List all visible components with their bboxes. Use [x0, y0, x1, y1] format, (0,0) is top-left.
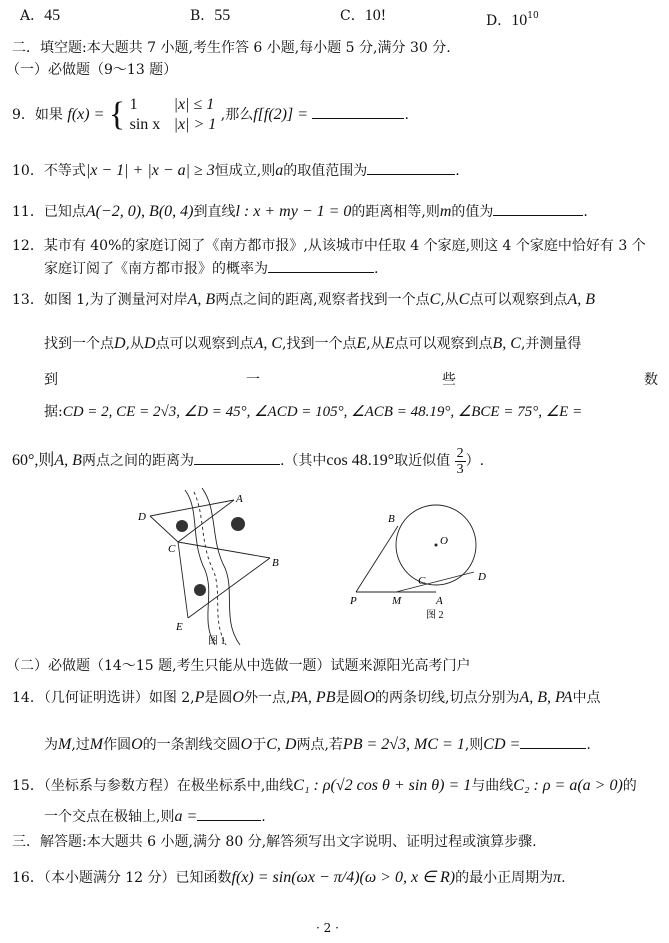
- question-11: 11．已知点A(−2, 0), B(0, 4)到直线l : x + my − 1 = 0的距离相等,则m的值为 .: [12, 203, 588, 220]
- question-15-line-2: 一个交点在极轴上,则a = .: [44, 808, 266, 825]
- page-number: · 2 ·: [316, 921, 339, 935]
- question-12-line-2: 家庭订阅了《南方都市报》的概率为 .: [44, 258, 378, 279]
- river-bank-left: [185, 490, 215, 645]
- figure-2: [348, 500, 498, 630]
- tangent-PB: [356, 526, 398, 592]
- line-DC: [150, 516, 178, 542]
- answer-blank[interactable]: [367, 160, 455, 175]
- piecewise-cases: 1 |x| ≤ 1 sin x |x| > 1: [129, 96, 217, 133]
- question-16: 16．（本小题满分 12 分）已知函数f(x) = sin(ωx − π/4)(ω > 0, x ∈ R)的最小正周期为π.: [12, 869, 566, 886]
- center-point: [435, 544, 438, 547]
- line-CE: [178, 542, 188, 618]
- answer-blank[interactable]: [520, 734, 586, 749]
- question-13-line-4: 据:CD = 2, CE = 2√3, ∠D = 45°, ∠ACD = 105°, ∠ACB = 48.19°, ∠BCE = 75°, ∠E =: [44, 404, 583, 420]
- fig2-caption: 图 2: [426, 610, 444, 621]
- answer-blank[interactable]: [493, 201, 583, 216]
- line-CB: [178, 542, 270, 558]
- question-13-line-2: 找到一个点D,从D点可以观察到点A, C,找到一个点E,从E点可以观察到点B, C,并测量得: [44, 335, 582, 352]
- fig1-label-E: E: [176, 621, 183, 633]
- required-subsection-heading: （一）必做题（9～13 题）: [6, 62, 178, 78]
- fig1-caption: 图 1: [208, 636, 226, 647]
- fig2-label-A: A: [436, 595, 443, 607]
- fig1-label-D: D: [138, 511, 146, 523]
- figure-1: [130, 480, 300, 650]
- river-flow: [194, 492, 226, 645]
- fig2-label-C: C: [418, 575, 426, 587]
- fraction: $\frac{2}{3}$: [456, 445, 464, 477]
- fig2-label-O: O: [440, 535, 448, 547]
- question-14-line-1: 14．（几何证明选讲）如图 2,P是圆O外一点,PA, PB是圆O的两条切线,切点分别为A, B, PA中点: [12, 689, 601, 706]
- secant-MD: [396, 572, 474, 592]
- answer-blank[interactable]: [197, 806, 261, 821]
- answer-blank[interactable]: [194, 450, 280, 465]
- fig2-label-B: B: [388, 513, 395, 525]
- question-15-line-1: 15．（坐标系与参数方程）在极坐标系中,曲线C₁ : ρ(√2 cos θ + sin θ) = 1与曲线C₂ : ρ = a(a > 0)的: [12, 777, 637, 794]
- question-9: 9．如果 f(x) = { 1 |x| ≤ 1 sin x |x| > 1 ,那么f[f(2)] = .: [12, 96, 409, 133]
- line-DA: [150, 500, 234, 516]
- question-12-line-1: 12．某市有 40%的家庭订阅了《南方都市报》,从该城市中任取 4 个家庭,则这 4 个家庭中恰好有 3 个: [12, 238, 646, 254]
- fig1-label-A: A: [236, 493, 243, 505]
- option-d: D．$10^{10}$: [486, 11, 539, 29]
- option-b: B．55: [190, 7, 231, 24]
- tree-icon: [176, 520, 188, 532]
- fig1-label-B: B: [272, 557, 279, 569]
- section-2-heading: 二．填空题:本大题共 7 小题,考生作答 6 小题,每小题 5 分,满分 30 分.: [12, 40, 451, 56]
- option-a: A．45: [20, 7, 61, 24]
- question-13-line-1: 13．如图 1,为了测量河对岸A, B两点之间的距离,观察者找到一个点C,从C点可以观察到点A, B: [12, 291, 595, 308]
- section-3-heading: 三．解答题:本大题共 6 小题,满分 80 分,解答须写出文字说明、证明过程或演算步骤.: [12, 834, 537, 850]
- option-c: C．10!: [340, 7, 387, 24]
- answer-blank[interactable]: [268, 258, 374, 273]
- tree-icon: [194, 584, 206, 596]
- answer-blank[interactable]: [312, 104, 404, 119]
- tree-icon: [231, 517, 245, 531]
- question-14-line-2: 为M,过M作圆O的一条割线交圆O于C, D两点,若PB = 2√3, MC = 1,则CD = .: [44, 736, 591, 753]
- optional-subsection-heading: （二）必做题（14～15 题,考生只能从中选做一题）试题来源阳光高考门户: [6, 658, 471, 674]
- fig2-label-D: D: [478, 571, 486, 583]
- fig2-label-P: P: [350, 595, 357, 607]
- fig2-label-M: M: [392, 595, 402, 607]
- fig1-label-C: C: [168, 543, 176, 555]
- line-CA: [178, 500, 234, 542]
- question-13-line-5: 60°,则A, B两点之间的距离为 .（其中cos 48.19°取近似值 $\frac{2}{3}$ ）.: [12, 445, 485, 477]
- question-10: 10．不等式|x − 1| + |x − a| ≥ 3恒成立,则a的取值范围为 .: [12, 162, 460, 179]
